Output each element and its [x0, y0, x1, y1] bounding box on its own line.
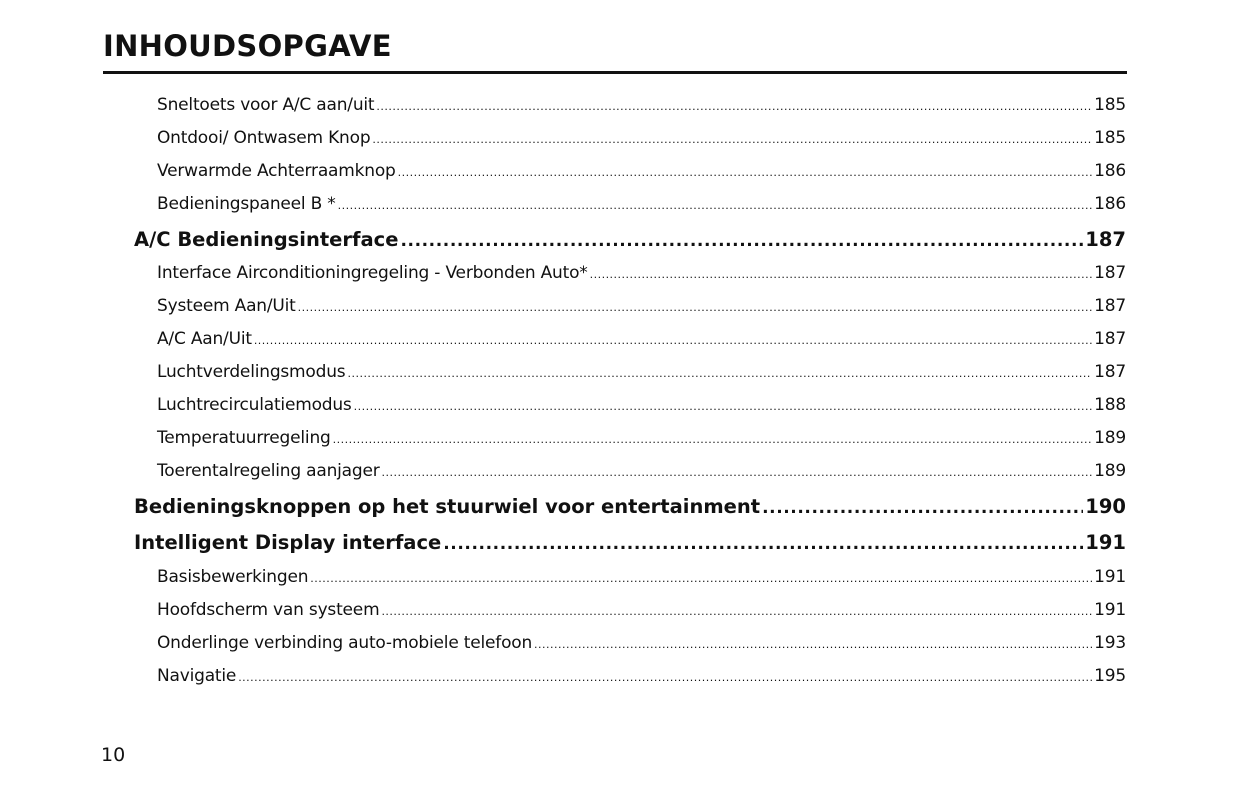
toc-dot-leader	[400, 228, 1083, 253]
toc-subsection-entry[interactable]	[157, 328, 1126, 352]
toc-entry-page-number: 187	[1085, 228, 1126, 251]
toc-entry-label: Onderlinge verbinding auto-mobiele telefoon	[157, 633, 533, 653]
toc-subsection-entry[interactable]	[157, 193, 1126, 217]
toc-dot-leader	[354, 394, 1093, 418]
page-number: 10	[101, 744, 126, 766]
toc-dot-leader	[347, 361, 1092, 385]
toc-entry-page-number: 186	[1094, 161, 1126, 181]
toc-entry-label: Interface Airconditioningregeling - Verbonden Auto*	[157, 263, 588, 283]
toc-entry-label: Bedieningspaneel B *	[157, 194, 336, 214]
toc-entry-label: Ontdooi/ Ontwasem Knop	[157, 128, 371, 148]
toc-entry-page-number: 187	[1094, 329, 1126, 349]
toc-entry-page-number: 193	[1094, 633, 1126, 653]
toc-dot-leader	[238, 665, 1092, 689]
toc-subsection-entry[interactable]	[157, 94, 1126, 118]
toc-entry-page-number: 187	[1094, 296, 1126, 316]
toc-entry-label: Verwarmde Achterraamknop	[157, 161, 396, 181]
toc-subsection-entry[interactable]	[157, 632, 1126, 656]
toc-dot-leader	[298, 295, 1093, 319]
toc-section-entry[interactable]	[134, 228, 1126, 253]
toc-subsection-entry[interactable]	[157, 427, 1126, 451]
toc-dot-leader	[254, 328, 1092, 352]
toc-dot-leader	[372, 127, 1092, 151]
toc-entry-label: Basisbewerkingen	[157, 567, 309, 587]
toc-entry-label: Hoofdscherm van systeem	[157, 600, 380, 620]
toc-subsection-entry[interactable]	[157, 262, 1126, 286]
toc-subsection-entry[interactable]	[157, 394, 1126, 418]
toc-subsection-entry[interactable]	[157, 460, 1126, 484]
toc-dot-leader	[310, 566, 1092, 590]
toc-entry-page-number: 185	[1094, 95, 1126, 115]
toc-dot-leader	[762, 495, 1083, 520]
toc-entry-page-number: 191	[1094, 600, 1126, 620]
toc-entry-page-number: 189	[1094, 428, 1126, 448]
toc-entry-page-number: 189	[1094, 461, 1126, 481]
toc-entry-label: A/C Bedieningsinterface	[134, 228, 399, 251]
toc-subsection-entry[interactable]	[157, 566, 1126, 590]
toc-subsection-entry[interactable]	[157, 665, 1126, 689]
toc-entry-page-number: 191	[1085, 531, 1126, 554]
toc-entry-label: Luchtverdelingsmodus	[157, 362, 346, 382]
toc-entry-page-number: 187	[1094, 263, 1126, 283]
toc-entry-label: Navigatie	[157, 666, 237, 686]
toc-dot-leader	[443, 531, 1083, 556]
toc-entry-label: Toerentalregeling aanjager	[157, 461, 380, 481]
toc-entry-page-number: 195	[1094, 666, 1126, 686]
toc-subsection-entry[interactable]	[157, 160, 1126, 184]
toc-section-entry[interactable]	[134, 495, 1126, 520]
toc-entry-label: Luchtrecirculatiemodus	[157, 395, 352, 415]
toc-entry-page-number: 188	[1094, 395, 1126, 415]
toc-entry-label: Sneltoets voor A/C aan/uit	[157, 95, 375, 115]
toc-dot-leader	[381, 599, 1092, 623]
toc-entry-page-number: 185	[1094, 128, 1126, 148]
toc-entry-page-number: 186	[1094, 194, 1126, 214]
toc-entry-page-number: 187	[1094, 362, 1126, 382]
toc-entry-label: Intelligent Display interface	[134, 531, 442, 554]
toc-subsection-entry[interactable]	[157, 361, 1126, 385]
toc-dot-leader	[398, 160, 1092, 184]
toc-subsection-entry[interactable]	[157, 599, 1126, 623]
toc-entry-label: Bedieningsknoppen op het stuurwiel voor entertainment	[134, 495, 761, 518]
toc-entry-label: Systeem Aan/Uit	[157, 296, 296, 316]
toc-subsection-entry[interactable]	[157, 127, 1126, 151]
toc-dot-leader	[382, 460, 1093, 484]
toc-dot-leader	[376, 94, 1092, 118]
toc-entry-label: A/C Aan/Uit	[157, 329, 252, 349]
toc-dot-leader	[590, 262, 1093, 286]
toc-section-entry[interactable]	[134, 531, 1126, 556]
page-title: INHOUDSOPGAVE	[103, 29, 392, 63]
toc-dot-leader	[333, 427, 1093, 451]
toc-entry-page-number: 190	[1085, 495, 1126, 518]
toc-entry-label: Temperatuurregeling	[157, 428, 331, 448]
toc-subsection-entry[interactable]	[157, 295, 1126, 319]
toc-entry-page-number: 191	[1094, 567, 1126, 587]
toc-dot-leader	[338, 193, 1093, 217]
toc-dot-leader	[534, 632, 1092, 656]
